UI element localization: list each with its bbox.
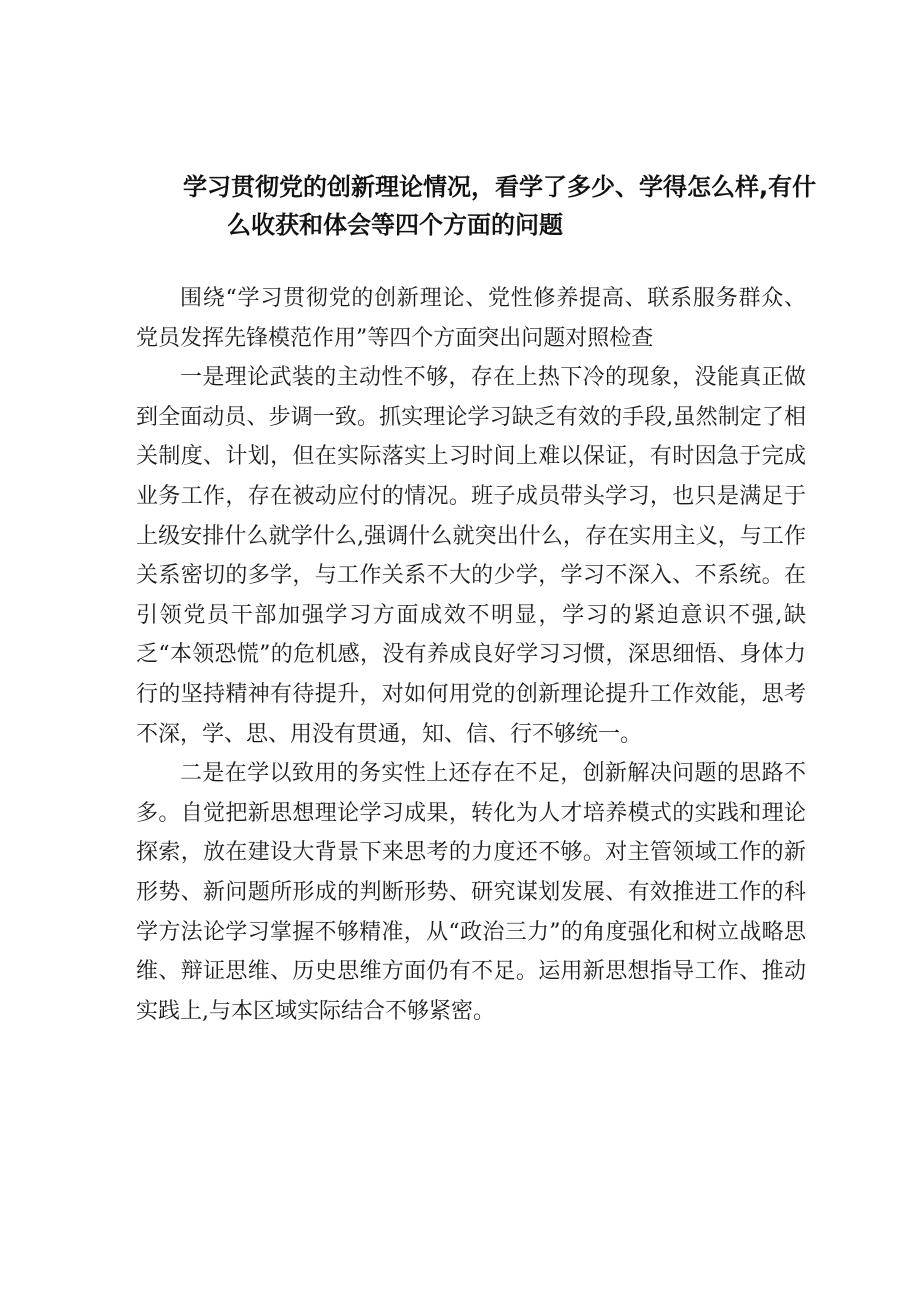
title-line-2: 么收获和体会等四个方面的问题 [227,211,563,239]
document-body [136,279,806,1031]
paragraph-two: 二是在学以致用的务实性上还存在不足，创新解决问题的思路不多。自觉把新思想理论学习成果，转化为人才培养模式的实践和理论探索，放在建设大背景下来思考的力度还不够。对主管领域工作的新形势、新问题所形成的判断形势、研究谋划发展、有效推进工作的科学方法论学习掌握不够精准，从“政治三力”的角度强化和树立战略思维、辩证思维、历史思维方面仍有不足。运用新思想指导工作、推动实践上,与本区域实际结合不够紧密。 [136,761,806,1024]
document-title [150,168,817,244]
paragraph-one: 一是理论武装的主动性不够，存在上热下冷的现象，没能真正做到全面动员、步调一致。抓实理论学习缺乏有效的手段,虽然制定了相关制度、计划，但在实际落实上习时间上难以保证，有时因急于完成业务工作，存在被动应付的情况。班子成员带头学习，也只是满足于上级安排什么就学什么,强调什么就突出什么，存在实用主义，与工作关系密切的多学，与工作关系不大的少学，学习不深入、不系统。在引领党员干部加强学习方面成效不明显，学习的紧迫意识不强,缺乏“本领恐慌”的危机感，没有养成良好学习习惯，深思细悟、身体力行的坚持精神有待提升，对如何用党的创新理论提升工作效能，思考不深，学、思、用没有贯通，知、信、行不够统一。 [136,365,806,747]
paragraph-intro: 围绕“学习贯彻党的创新理论、党性修养提高、联系服务群众、党员发挥先锋模范作用”等四个方面突出问题对照检查 [136,286,806,351]
title-line-1: 学习贯彻党的创新理论情况，看学了多少、学得怎么样,有什 [183,173,817,201]
